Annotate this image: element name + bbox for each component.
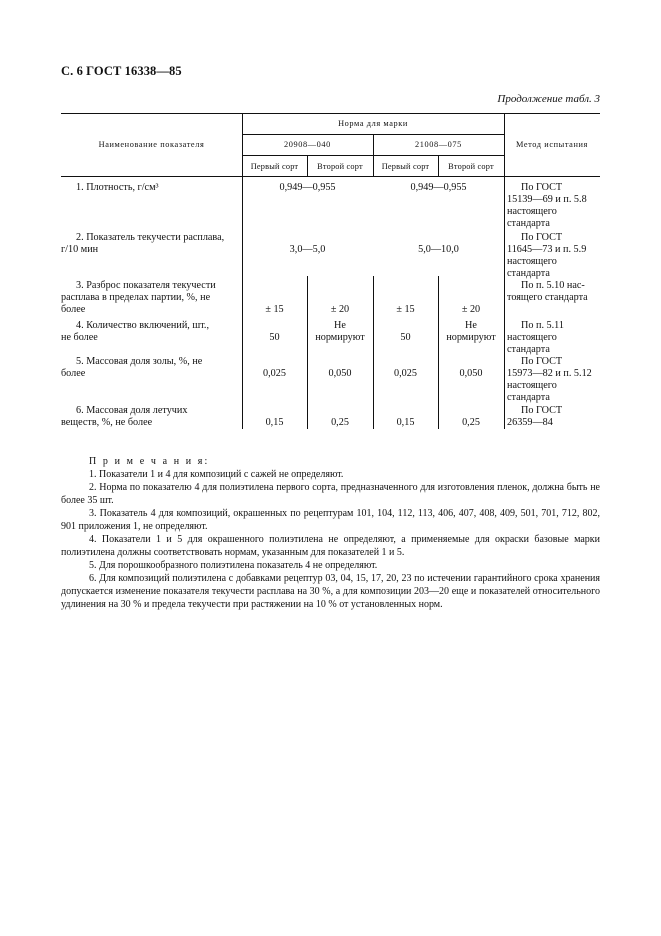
page-header: С. 6 ГОСТ 16338—85 <box>61 64 182 78</box>
row-6-name: 6. Массовая доля летучих веществ, %, не более <box>61 405 188 428</box>
header-first-grade: Первый сорт <box>250 162 299 171</box>
row-3-value-4: ± 20 <box>461 304 481 315</box>
row-6-value-4: 0,25 <box>462 417 480 428</box>
row-6-value-1: 0,15 <box>265 417 284 428</box>
row-1-mark-2-value: 0,949—0,955 <box>410 182 467 193</box>
row-4-name: 4. Количество включений, шт., не более <box>61 320 210 343</box>
table-top-rule <box>61 113 600 114</box>
note-item: 3. Показатель 4 для композиций, окрашенных по рецептурам 101, 104, 112, 113, 406, 407, 408, 409, 501, 701, 712, 802, 901 приложения 1, не определяют. <box>61 508 600 532</box>
header-second-grade: Второй сорт <box>317 162 363 171</box>
row-4-value-2: Не нормируют <box>315 320 365 343</box>
row-3-method: По п. 5.10 нас- тоящего стандарта <box>507 280 588 303</box>
row-3-value-3: ± 15 <box>396 304 415 315</box>
row-3-value-2: ± 20 <box>330 304 350 315</box>
row-5-method: По ГОСТ 15973—82 и п. 5.12 настоящего стандарта <box>507 356 592 403</box>
row-1-name: 1. Плотность, г/см³ <box>76 182 159 193</box>
row-2-mark-1-value: 3,0—5,0 <box>289 244 326 255</box>
notes-title: П р и м е ч а н и я: <box>89 456 210 467</box>
note-item: 4. Показатели 1 и 5 для окрашенного полиэтилена не определяют, а применяемые для окраски базовые марки полиэтилена должны соответствовать нормам, указанным для показателей 1 и 5. <box>61 534 600 558</box>
header-first-grade: Первый сорт <box>381 162 430 171</box>
row-5-value-2: 0,050 <box>328 368 352 379</box>
col-divider-grade-1-body <box>307 276 308 429</box>
row-2-method: По ГОСТ 11645—73 и п. 5.9 настоящего стандарта <box>507 232 587 279</box>
row-6-value-3: 0,15 <box>396 417 415 428</box>
header-second-grade: Второй сорт <box>448 162 494 171</box>
row-4-value-4: Не нормируют <box>446 320 496 343</box>
row-3-name: 3. Разброс показателя текучести расплава в пределах партии, %, не более <box>61 280 216 315</box>
row-1-mark-1-value: 0,949—0,955 <box>279 182 336 193</box>
row-5-value-1: 0,025 <box>263 368 286 379</box>
row-6-method: По ГОСТ 26359—84 <box>507 405 563 428</box>
col-divider-mark-body <box>373 276 374 429</box>
row-4-method: По п. 5.11 настоящего стандарта <box>507 320 564 355</box>
notes-section <box>61 455 600 611</box>
note-item: 6. Для композиций полиэтилена с добавками рецептур 03, 04, 15, 17, 20, 23 по истечении гарантийного срока хранения допускается изменение показателя текучести расплава на 30 %, а для композиции 203—20 еще и показателей относительного удлинения на 30 % и предела текучести при растяжении на 10 % от установленных норм. <box>61 573 600 610</box>
row-1-method: По ГОСТ 15139—69 и п. 5.8 настоящего стандарта <box>507 182 587 229</box>
header-method: Метод испытания <box>516 140 588 149</box>
row-4-value-1: 50 <box>269 332 280 343</box>
row-2-name: 2. Показатель текучести расплава, г/10 мин <box>61 232 225 255</box>
table-caption: Продолжение табл. 3 <box>497 93 600 105</box>
row-5-value-3: 0,025 <box>394 368 417 379</box>
col-divider-method <box>504 113 505 429</box>
row-4-value-3: 50 <box>400 332 411 343</box>
header-bottom-rule <box>61 176 600 177</box>
note-item: 5. Для порошкообразного полиэтилена показатель 4 не определяют. <box>89 560 378 571</box>
note-item: 1. Показатели 1 и 4 для композиций с сажей не определяют. <box>89 469 344 480</box>
header-mark-2: 21008—075 <box>415 140 462 149</box>
row-5-value-4: 0,050 <box>459 368 483 379</box>
row-6-value-2: 0,25 <box>331 417 349 428</box>
header-grade-norm: Норма для марки <box>338 119 408 128</box>
row-2-mark-2-value: 5,0—10,0 <box>418 244 459 255</box>
header-mark-1: 20908—040 <box>284 140 331 149</box>
header-indicator: Наименование показателя <box>98 140 205 149</box>
note-item: 2. Норма по показателю 4 для полиэтилена первого сорта, предназначенного для изготовления пленок, должна быть не более 35 шт. <box>61 482 600 506</box>
row-5-name: 5. Массовая доля золы, %, не более <box>61 356 203 379</box>
row-3-value-1: ± 15 <box>265 304 284 315</box>
col-divider-grade-2-body <box>438 276 439 429</box>
